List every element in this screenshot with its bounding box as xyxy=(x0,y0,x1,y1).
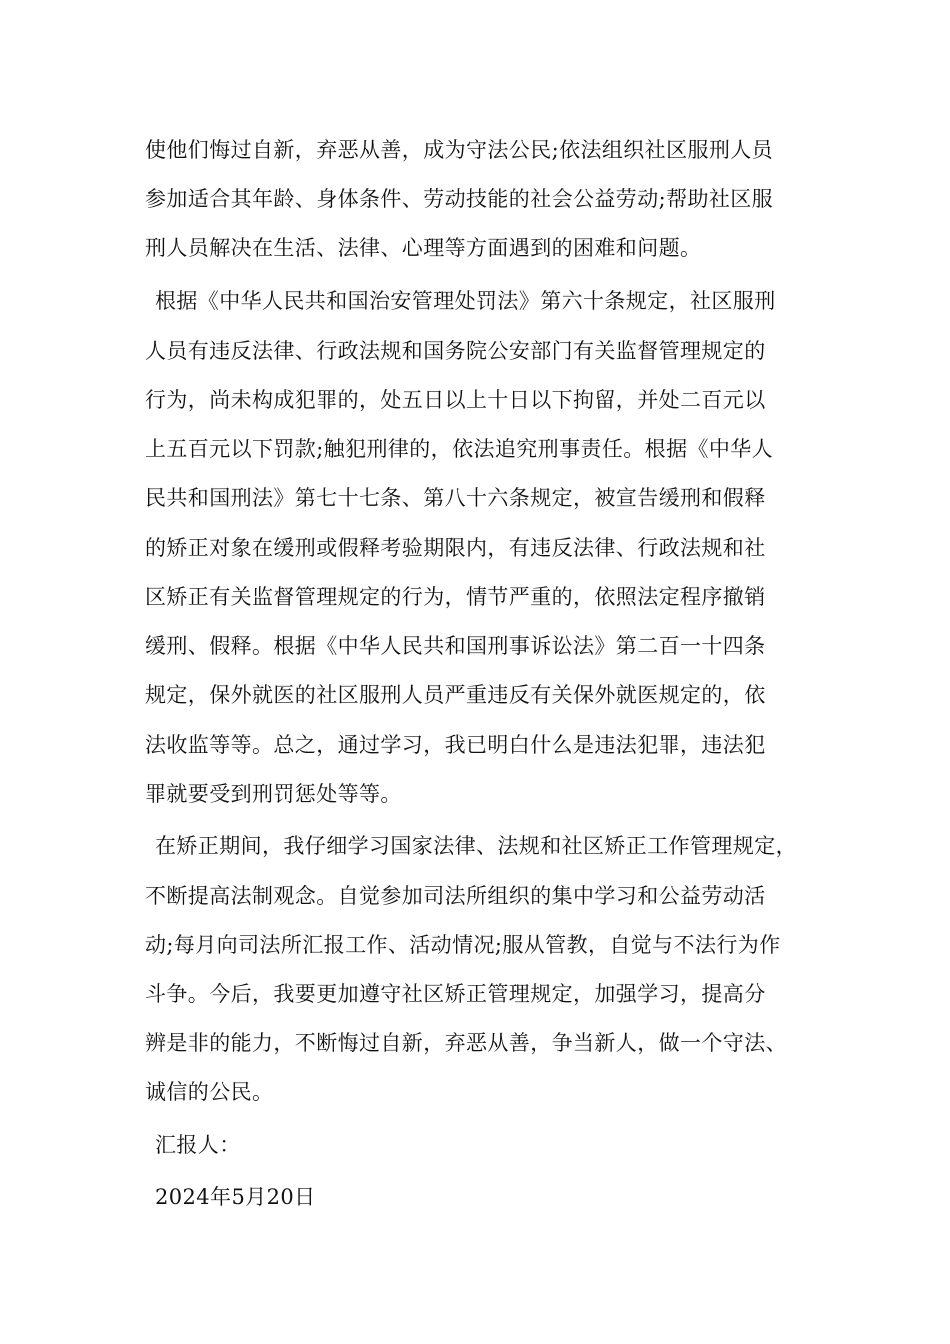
text-line: 动;每月向司法所汇报工作、活动情况;服从管教，自觉与不法行为作 xyxy=(145,933,781,957)
text-line: 刑人员解决在生活、法律、心理等方面遇到的困难和问题。 xyxy=(145,236,702,260)
paragraph-start-line: 在矫正期间，我仔细学习国家法律、法规和社区矫正工作管理规定， xyxy=(155,834,797,858)
text-line: 法收监等等。总之，通过学习，我已明白什么是违法犯罪，违法犯 xyxy=(145,733,766,757)
text-line: 使他们悔过自新，弃恶从善，成为守法公民;依法组织社区服刑人员 xyxy=(145,138,774,162)
text-line: 行为，尚未构成犯罪的，处五日以上十日以下拘留，并处二百元以 xyxy=(145,388,766,412)
text-line: 上五百元以下罚款;触犯刑律的，依法追究刑事责任。根据《中华人 xyxy=(145,437,774,461)
report-date: 2024年5月20日 xyxy=(155,1185,316,1209)
text-line: 人员有违反法律、行政法规和国务院公安部门有关监督管理规定的 xyxy=(145,339,766,363)
text-line: 缓刑、假释。根据《中华人民共和国刑事诉讼法》第二百一十四条 xyxy=(145,634,766,658)
text-line: 辨是非的能力，不断悔过自新，弃恶从善，争当新人，做一个守法、 xyxy=(145,1031,787,1055)
paragraph-start-line: 根据《中华人民共和国治安管理处罚法》第六十条规定，社区服刑 xyxy=(155,289,776,313)
text-line: 斗争。今后，我要更加遵守社区矫正管理规定，加强学习，提高分 xyxy=(145,982,766,1006)
text-line: 不断提高法制观念。自觉参加司法所组织的集中学习和公益劳动活 xyxy=(145,884,766,908)
text-line: 规定，保外就医的社区服刑人员严重违反有关保外就医规定的，依 xyxy=(145,683,766,707)
text-line: 的矫正对象在缓刑或假释考验期限内，有违反法律、行政法规和社 xyxy=(145,536,766,560)
text-line: 民共和国刑法》第七十七条、第八十六条规定，被宣告缓刑和假释 xyxy=(145,486,766,510)
text-line: 参加适合其年龄、身体条件、劳动技能的社会公益劳动;帮助社区服 xyxy=(145,187,774,211)
text-line: 区矫正有关监督管理规定的行为，情节严重的，依照法定程序撤销 xyxy=(145,585,766,609)
text-line: 诚信的公民。 xyxy=(145,1080,274,1104)
text-line: 罪就要受到刑罚惩处等等。 xyxy=(145,782,402,806)
reporter-label: 汇报人： xyxy=(155,1133,241,1157)
